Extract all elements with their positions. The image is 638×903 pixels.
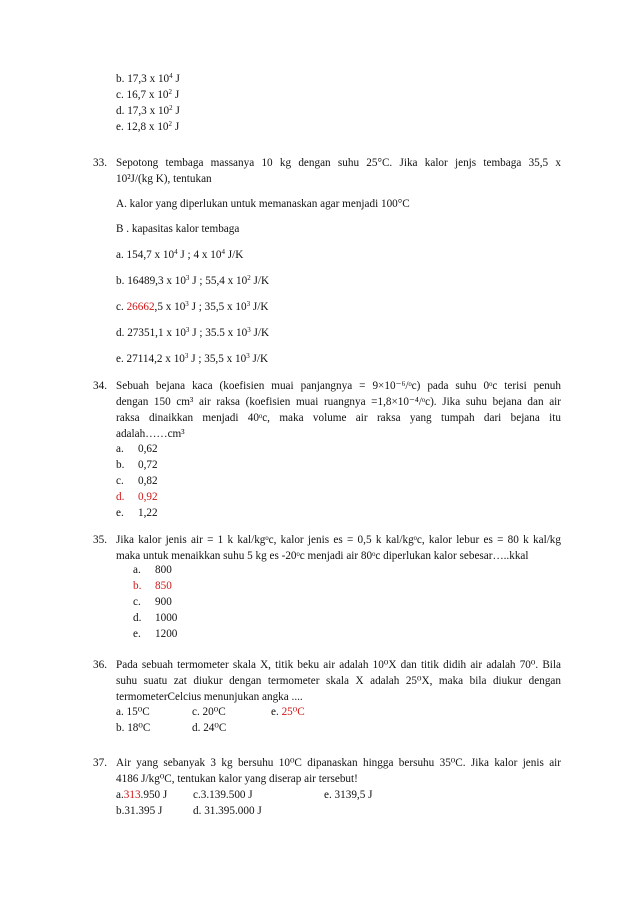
answer-highlight: 25⁰ [281,706,298,718]
q36-text-line1: Pada sebuah termometer skala X, titik beku air adalah 10⁰X dan titik didih air adalah 70⁰. Bila [116,659,561,671]
q34-text-line1: Sebuah bejana kaca (koefisien muai panjangnya = 9×10⁻⁶/ᵒc) pada suhu 0ᵒc terisi penuh [116,380,561,392]
q34-text-line4: adalah……cm³ [116,428,185,440]
q32-option-e: e. 12,8 x $10^2$ J [116,120,180,133]
q37-text-line2: 4186 J/kg⁰C, tentukan kalor yang diserap air tersebut! [116,773,358,785]
q37-option-d: d. 31.395.000 J [193,805,262,817]
q34-option-c: c. 0,82 [116,475,158,487]
q34-option-e: e. 1,22 [116,507,158,519]
q32-option-d: d. 17,3 x $10^2$ J [116,104,180,117]
q35-option-a: a. 800 [133,564,172,576]
q33-part-b: B . kapasitas kalor tembaga [116,223,240,235]
q32-option-b: b. 17,3 x $10^4$ J [116,72,180,85]
q36-number: 36. [93,659,107,671]
q36-option-c: c. 20⁰C [192,706,226,718]
q37-option-c: c.3.139.500 J [193,789,253,801]
q34-option-b: b. 0,72 [116,459,158,471]
q34-option-a: a. 0,62 [116,443,158,455]
q37-number: 37. [93,757,107,769]
q36-text-line2: suhu suatu zat diukur dengan termometer skala X adalah 25⁰X, maka bila diukur dengan [116,675,561,687]
q36-option-e: e. 25⁰C [271,706,305,718]
q35-option-e: e. 1200 [133,628,178,640]
answer-highlight: 313 [123,789,141,801]
q33-option-d: d. 27351,1 x $10^3$ J ; 35.5 x $10^3$ J/K [116,326,270,339]
q37-text-line1: Air yang sebanyak 3 kg bersuhu 10⁰C dipanaskan hingga bersuhu 35⁰C. Jika kalor jenis air [116,757,561,769]
q36-option-d: d. 24⁰C [192,722,227,734]
q33-option-b: b. 16489,3 x $10^3$ J ; 55,4 x $10^2$ J/K [116,274,270,287]
q34-text-line2: dengan 150 cm³ air raksa (koefisien muai ruangnya =1,8×10⁻⁴/ᵒc). Jika suhu bejana dan air [116,396,561,408]
q37-option-b: b.31.395 J [116,805,163,817]
q33-number: 33. [93,157,107,169]
q35-option-d: d. 1000 [133,612,178,624]
q35-text-line1: Jika kalor jenis air = 1 k kal/kgᵒc, kalor jenis es = 0,5 k kal/kgᵒc, kalor lebur es = 80 k kal/kg [116,534,561,546]
q32-option-c: c. 16,7 x $10^2$ J [116,88,180,101]
q33-option-e: e. 27114,2 x $10^3$ J ; 35,5 x $10^3$ J/K [116,352,269,365]
q36-text-line3: termometerCelcius menunjukan angka .... [116,691,303,703]
q34-number: 34. [93,380,107,392]
q34-option-d: d. 0,92 [116,491,158,503]
q36-option-a: a. 15⁰C [116,706,150,718]
q35-option-b: b. 850 [133,580,172,592]
q36-option-b: b. 18⁰C [116,722,151,734]
q33-text-line1: Sepotong tembaga massanya 10 kg dengan suhu 25°C. Jika kalor jenjs tembaga 35,5 x [116,157,561,169]
q34-text-line3: raksa dinaikkan menjadi 40ᵒc, maka volume air raksa yang tumpah dari bejana itu [116,412,561,424]
q33-text-line2: 10²J/(kg K), tentukan [116,173,212,185]
q33-part-a: A. kalor yang diperlukan untuk memanaskan agar menjadi 100°C [116,198,410,210]
answer-highlight: 26662 [126,301,155,313]
q35-option-c: c. 900 [133,596,172,608]
q37-option-a: a.313.950 J [116,789,168,801]
q37-option-e: e. 3139,5 J [324,789,373,801]
q35-text-line2: maka untuk menaikkan suhu 5 kg es -20ᵒc menjadi air 80ᵒc diperlukan kalor sebesar…..kkal [116,550,529,562]
q33-option-a: a. 154,7 x $10^4$ J ; 4 x $10^4$ J/K [116,248,244,261]
q33-option-c: c. 26662,5 x $10^3$ J ; 35,5 x $10^3$ J/K [116,300,269,313]
q35-number: 35. [93,534,107,546]
